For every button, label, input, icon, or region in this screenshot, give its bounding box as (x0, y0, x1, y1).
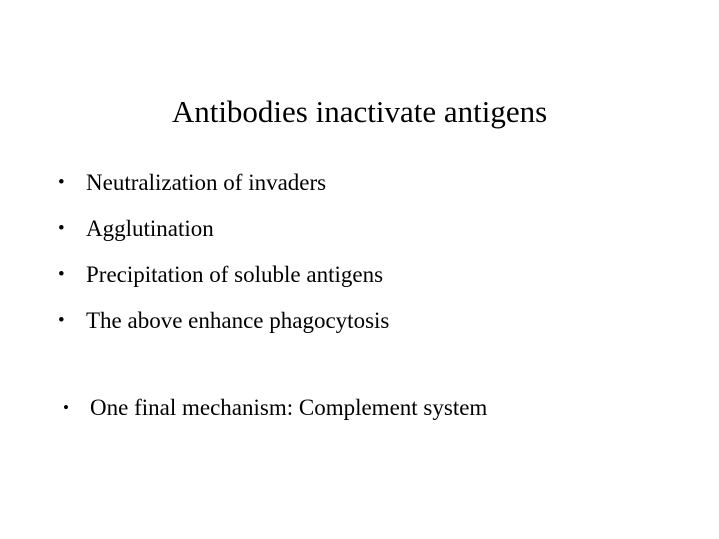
bullet-dot-icon: • (58, 218, 65, 239)
bullet-dot-icon: • (58, 172, 65, 193)
bullet-dot-icon: • (63, 398, 69, 417)
list-item-label: One final mechanism: Complement system (90, 395, 488, 420)
list-item-label: Precipitation of soluble antigens (86, 262, 384, 287)
list-item (46, 385, 706, 431)
list-item-label: Agglutination (86, 216, 214, 241)
list-item (46, 252, 686, 298)
bullet-list-primary (46, 160, 686, 344)
bullet-dot-icon: • (58, 310, 65, 331)
bullet-list-secondary (46, 385, 706, 431)
list-item-label: The above enhance phagocytosis (86, 308, 390, 333)
list-item (46, 206, 686, 252)
list-item (46, 298, 686, 344)
page-title: Antibodies inactivate antigens (171, 93, 548, 129)
bullet-dot-icon: • (58, 264, 65, 285)
list-item (46, 160, 686, 206)
list-item-label: Neutralization of invaders (86, 170, 327, 195)
